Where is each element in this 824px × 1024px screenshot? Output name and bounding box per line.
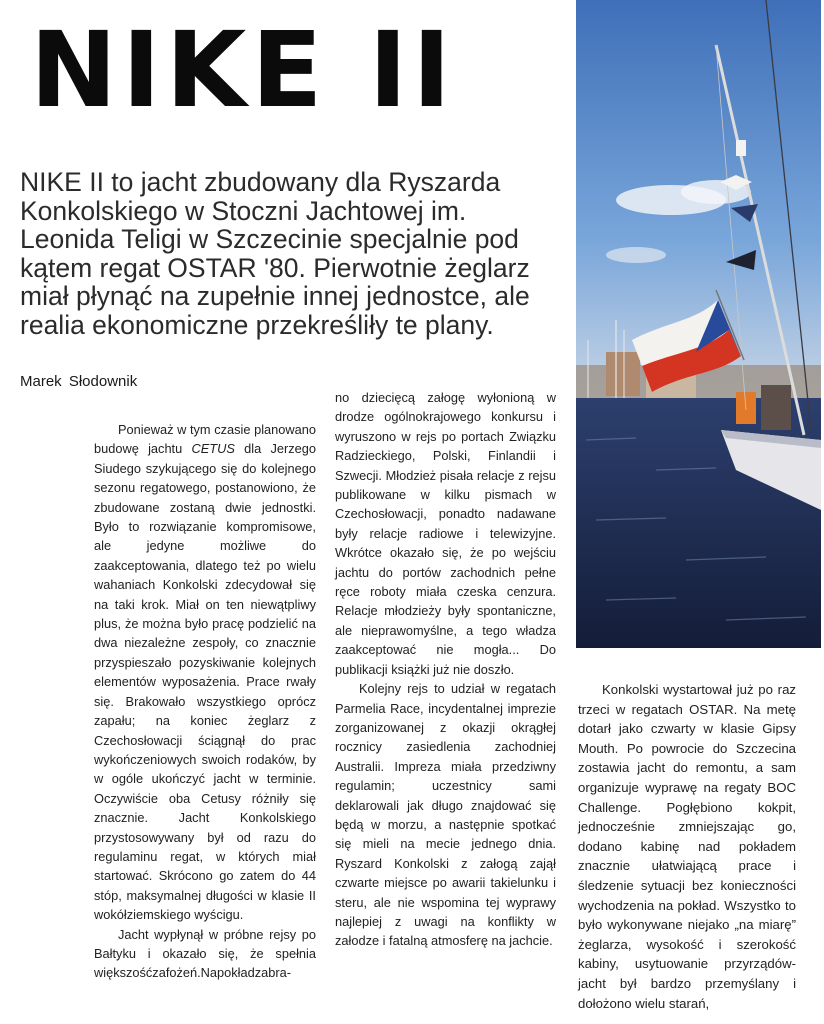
author-byline: Marek Słodownik <box>20 373 138 390</box>
sea <box>576 398 821 648</box>
text-run: dla Jerzego Siudego szykującego się do kolejnego sezonu regatowego, postanowiono, że zbudowane zostaną dwie jednostki. Było to rozwiązanie kompromisowe, ale jedyne możliwe do zaakceptowania, dlatego też po wielu wahaniach Konkolski zdecydował się na taki krok. Miał on ten niewątpliwy plus, że można było pracę podzielić na dwa niezależne zespoły, co znacznie przyspieszało pozyskiwanie kolejnych elementów wyposażenia. Prace rwały się. Brakowało wszystkiego oprócz zapału; na koniec żeglarz z Czechosłowacji ściągnął do prac wykończeniowych swoich rodaków, by w ogóle ukończyć jacht w terminie. Oczywiście oba Cetusy różniły się znacznie. Jacht Konkolskiego przystosowywany był od razu do regulaminu regat, w których miał startować. Skrócono go zatem do 44 stóp, maksymalnej długości w klasie II wokółziemskiego wyścigu. <box>94 441 316 923</box>
text-column-2 <box>335 388 556 951</box>
article-title: NIKE II <box>30 9 456 131</box>
yacht-photo <box>576 0 821 648</box>
cloud <box>606 247 666 263</box>
text-column-3 <box>578 680 796 1013</box>
paragraph <box>94 420 316 925</box>
article-lead: NIKE II to jacht zbudowany dla Ryszarda Konkolskiego w Stoczni Jachtowej im. Leonida Teligi w Szczecinie specjalnie pod kątem regat OSTAR '80. Pierwotnie żeglarz miał płynąć na zupełnie innej jednostce, ale realia ekonomiczne przekreśliły te plany. <box>20 167 530 340</box>
paragraph: Jacht wypłynął w próbne rejsy po Bałtyku i okazało się, że spełnia większośćzafożeń.Napokładzabra- <box>94 926 316 981</box>
text-column-1 <box>94 420 316 983</box>
paragraph-continued: no dziecięcą załogę wyłonioną w drodze ogólnokrajowego konkursu i wyruszono w rejs po portach Związku Radzieckiego, Polski, Finlandii i Szwecji. Młodzież pisała relacje z rejsu publikowane w kilku pismach w Czechosłowacji, ponadto nadawane były relacje radiowe i telewizyjne. Wkrótce okazało się, że po wejściu jachtu do portów zachodnich pełne ręce roboty miała czeska cenzura. Relacje młodzieży były spontaniczne, ale nieprawomyślne, a tego władza zaakceptować nie mogła... Do publikacji książki już nie doszło. <box>335 390 556 677</box>
yacht-name-italic: CETUS <box>191 441 235 457</box>
paragraph: Kolejny rejs to udział w regatach Parmelia Race, incydentalnej imprezie zorganizowanej z okazji okrągłej rocznicy zasiedlenia zachodniej Australii. Impreza miała przedziwny regulamin; uczestnicy sami deklarowali jak długo znajdować się będą w morzu, a następnie spotkać się mieli na mecie jednego dnia. Ryszard Konkolski z załogą zajął czwarte miejsce po awarii takielunku i steru, ale nie wspomina tej wyprawy najlepiej z uwagi na konflikty w załodze i fatalną atmosferę na jachcie. <box>335 681 556 949</box>
text-run: Ponieważ w tym czasie planowano budowę jachtu <box>94 422 316 457</box>
paragraph: Konkolski wystartował już po raz trzeci w regatach OSTAR. Na metę dotarł jako czwarty w klasie Gipsy Mouth. Po powrocie do Szczecina zostawia jacht do remontu, a sam organizuje wyprawę na regaty BOC Challenge. Pogłębiono kokpit, jednocześnie zmniejszając go, dodano kabinę nad pokładem znacznie ułatwiającą prace i śledzenie sytuacji bez konieczności wychodzenia na pokład. Wszystko to było wykonywane niejako „na miarę” żeglarza, wysokość i szerokość kabiny, usytuowanie przyrządów-jacht był bardzo przemyślany i dołożono wielu starań, <box>578 682 796 1011</box>
